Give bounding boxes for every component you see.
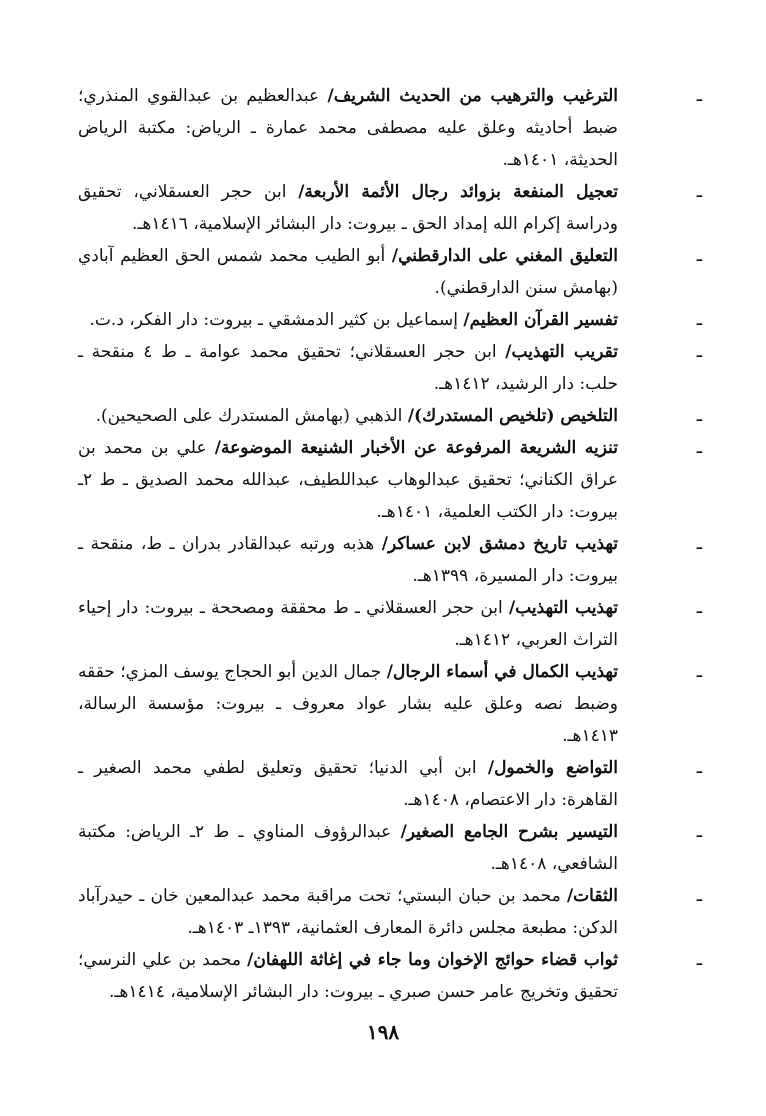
entry-title: تنزيه الشريعة المرفوعة عن الأخبار الشنيعة الموضوعة/ [214, 438, 619, 458]
entry-text: هذبه ورتبه عبدالقادر بدران ـ ط، منقحة ـ بيروت: دار المسيرة، ١٣٩٩هـ. [78, 534, 618, 586]
bibliography-list [78, 80, 702, 1008]
bibliography-entry [78, 752, 702, 816]
entry-title: ثواب قضاء حوائج الإخوان وما جاء في إغاثة اللهفان/ [247, 950, 618, 970]
entry-dash: ـ [696, 821, 702, 842]
entry-text: ابن حجر العسقلاني ـ ط محققة ومصححة ـ بيروت: دار إحياء التراث العربي، ١٤١٢هـ. [78, 598, 618, 650]
bibliography-entry [78, 656, 702, 752]
page-number: ١٩٨ [366, 1020, 400, 1044]
entry-title: تعجيل المنفعة بزوائد رجال الأئمة الأربعة/ [298, 182, 619, 202]
bibliography-entry [78, 240, 702, 304]
entry-title: تهذيب الكمال في أسماء الرجال/ [386, 662, 618, 682]
entry-dash: ـ [696, 533, 702, 554]
entry-text: ابن أبي الدنيا؛ تحقيق وتعليق لطفي محمد الصغير ـ القاهرة: دار الاعتصام، ١٤٠٨هـ. [78, 758, 618, 810]
entry-text: أبو الطيب محمد شمس الحق العظيم آبادي (بهامش سنن الدارقطني). [78, 246, 618, 298]
entry-dash: ـ [696, 309, 702, 330]
entry-text: محمد بن حبان البستي؛ تحت مراقبة محمد عبدالمعين خان ـ حيدرآباد الدكن: مطبعة مجلس دائرة المعارف العثمانية، ١٣٩٣ـ ١٤٠٣هـ. [78, 886, 618, 938]
entry-dash: ـ [696, 341, 702, 362]
entry-dash: ـ [696, 757, 702, 778]
bibliography-entry [78, 880, 702, 944]
entry-dash: ـ [696, 437, 702, 458]
bibliography-entry [78, 336, 702, 400]
entry-title: الترغيب والترهيب من الحديث الشريف/ [327, 86, 618, 106]
entry-dash: ـ [696, 885, 702, 906]
bibliography-entry [78, 944, 702, 1008]
entry-dash: ـ [696, 661, 702, 682]
entry-text: عبدالرؤوف المناوي ـ ط ٢ـ الرياض: مكتبة الشافعي، ١٤٠٨هـ. [78, 822, 618, 874]
entry-text: عبدالعظيم بن عبدالقوي المنذري؛ ضبط أحاديثه وعلق عليه مصطفى محمد عمارة ـ الرياض: مكتبة الرياض الحديثة، ١٤٠١هـ. [78, 86, 618, 170]
entry-title: الثقات/ [566, 886, 618, 906]
bibliography-entry [78, 176, 702, 240]
entry-title: التيسير بشرح الجامع الصغير/ [400, 822, 618, 842]
entry-text: الذهبي (بهامش المستدرك على الصحيحين). [95, 406, 408, 426]
entry-dash: ـ [696, 597, 702, 618]
entry-title: تقريب التهذيب/ [505, 342, 618, 362]
entry-dash: ـ [696, 85, 702, 106]
bibliography-entry [78, 304, 702, 336]
entry-dash: ـ [696, 181, 702, 202]
entry-text: ابن حجر العسقلاني، تحقيق ودراسة إكرام الله إمداد الحق ـ بيروت: دار البشائر الإسلامية، ١٤١٦هـ. [78, 182, 618, 234]
entry-title: التواضع والخمول/ [487, 758, 618, 778]
entry-dash: ـ [696, 405, 702, 426]
entry-title: التعليق المغني على الدارقطني/ [391, 246, 618, 266]
entry-dash: ـ [696, 949, 702, 970]
bibliography-entry [78, 592, 702, 656]
entry-text: إسماعيل بن كثير الدمشقي ـ بيروت: دار الفكر، د.ت. [89, 310, 464, 330]
entry-title: تهذيب التهذيب/ [508, 598, 619, 618]
entry-title: التلخيص (تلخيص المستدرك)/ [407, 406, 618, 426]
entry-title: تهذيب تاريخ دمشق لابن عساكر/ [381, 534, 618, 554]
bibliography-entry [78, 528, 702, 592]
entry-text: جمال الدين أبو الحجاج يوسف المزي؛ حققه وضبط نصه وعلق عليه بشار عواد معروف ـ بيروت: مؤسسة الرسالة، ١٤١٣هـ. [78, 662, 618, 746]
bibliography-entry [78, 816, 702, 880]
entry-title: تفسير القرآن العظيم/ [463, 310, 618, 330]
bibliography-entry [78, 400, 702, 432]
entry-text: محمد بن علي النرسي؛ تحقيق وتخريج عامر حسن صبري ـ بيروت: دار البشائر الإسلامية، ١٤١٤هـ. [78, 950, 618, 1002]
bibliography-entry [78, 80, 702, 176]
entry-text: علي بن محمد بن عراق الكناني؛ تحقيق عبدالوهاب عبداللطيف، عبدالله محمد الصديق ـ ط ٢ـ بيروت: دار الكتب العلمية، ١٤٠١هـ. [78, 438, 618, 522]
bibliography-entry [78, 432, 702, 528]
entry-text: ابن حجر العسقلاني؛ تحقيق محمد عوامة ـ ط ٤ منقحة ـ حلب: دار الرشيد، ١٤١٢هـ. [78, 342, 618, 394]
entry-dash: ـ [696, 245, 702, 266]
